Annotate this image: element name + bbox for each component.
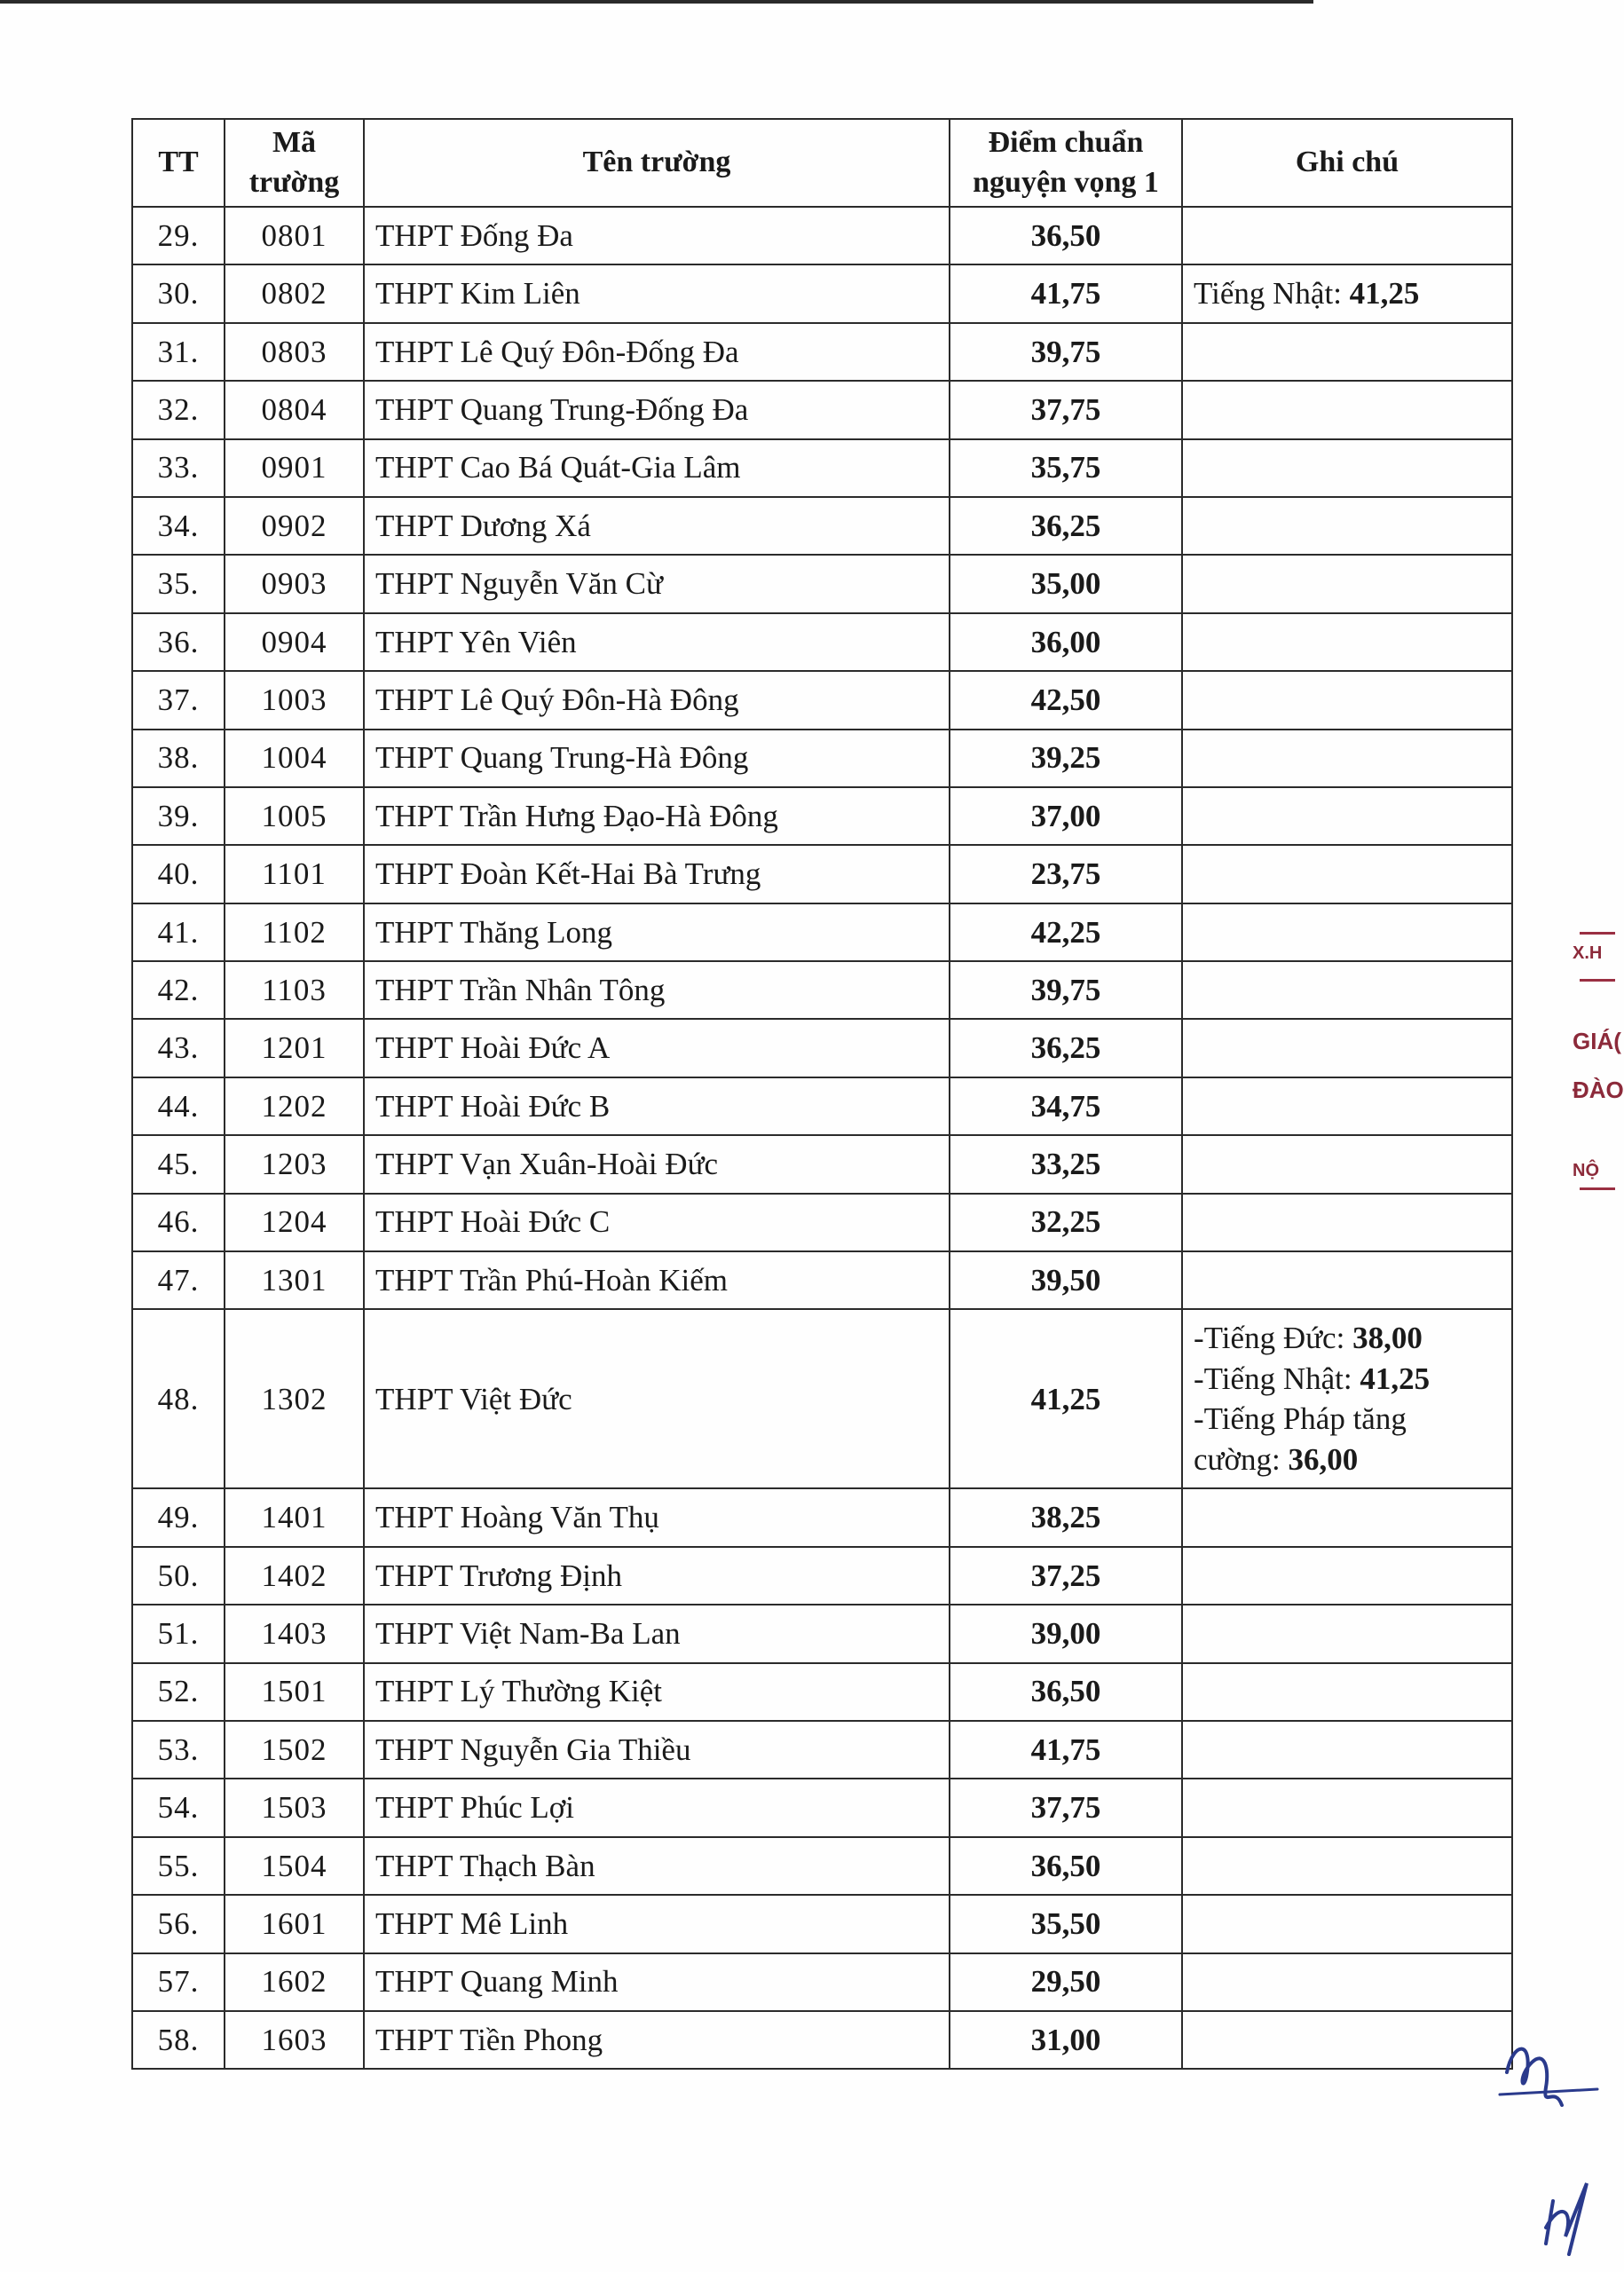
table-row — [132, 1019, 1512, 1077]
school-code: 1003 — [225, 671, 364, 729]
cutoff-score: 35,75 — [950, 439, 1182, 497]
cutoff-score: 36,50 — [950, 1663, 1182, 1721]
cutoff-score: 35,50 — [950, 1895, 1182, 1952]
table-body — [132, 207, 1512, 2069]
cutoff-score: 41,75 — [950, 264, 1182, 322]
table-row — [132, 439, 1512, 497]
table-row — [132, 1251, 1512, 1309]
table-row — [132, 1135, 1512, 1193]
row-number: 35. — [132, 555, 225, 612]
school-code: 1603 — [225, 2011, 364, 2069]
school-code: 1504 — [225, 1837, 364, 1895]
school-code: 1401 — [225, 1488, 364, 1546]
row-number: 52. — [132, 1663, 225, 1721]
header-tt: TT — [132, 119, 225, 207]
table-row — [132, 497, 1512, 555]
row-number: 42. — [132, 961, 225, 1019]
note-cell — [1182, 845, 1512, 903]
school-code: 0804 — [225, 381, 364, 438]
note-cell — [1182, 439, 1512, 497]
header-cutoff-score: Điểm chuẩn nguyện vọng 1 — [950, 119, 1182, 207]
cutoff-score: 39,25 — [950, 730, 1182, 787]
note-cell — [1182, 961, 1512, 1019]
school-name: THPT Trần Hưng Đạo-Hà Đông — [364, 787, 950, 845]
row-number: 56. — [132, 1895, 225, 1952]
note-cell — [1182, 1077, 1512, 1135]
note-cell — [1182, 1837, 1512, 1895]
school-code: 1103 — [225, 961, 364, 1019]
table-row — [132, 1547, 1512, 1605]
note-cell — [1182, 1488, 1512, 1546]
school-name: THPT Nguyễn Gia Thiều — [364, 1721, 950, 1779]
top-rule — [0, 0, 1313, 4]
school-code: 0904 — [225, 613, 364, 671]
row-number: 49. — [132, 1488, 225, 1546]
note-cell — [1182, 1251, 1512, 1309]
table-row — [132, 1077, 1512, 1135]
note-cell — [1182, 613, 1512, 671]
row-number: 43. — [132, 1019, 225, 1077]
school-code: 0802 — [225, 264, 364, 322]
note-cell — [1182, 555, 1512, 612]
school-code: 1302 — [225, 1309, 364, 1488]
school-name: THPT Vạn Xuân-Hoài Đức — [364, 1135, 950, 1193]
header-school-name: Tên trường — [364, 119, 950, 207]
note-cell — [1182, 787, 1512, 845]
table-row — [132, 1309, 1512, 1488]
school-name: THPT Yên Viên — [364, 613, 950, 671]
cutoff-score: 36,50 — [950, 1837, 1182, 1895]
table-row — [132, 961, 1512, 1019]
school-name: THPT Việt Đức — [364, 1309, 950, 1488]
stamp-line — [1580, 932, 1615, 935]
school-name: THPT Dương Xá — [364, 497, 950, 555]
table-row — [132, 1194, 1512, 1251]
table-row — [132, 1663, 1512, 1721]
cutoff-score: 39,00 — [950, 1605, 1182, 1662]
row-number: 36. — [132, 613, 225, 671]
school-code: 1503 — [225, 1779, 364, 1836]
school-code: 1601 — [225, 1895, 364, 1952]
stamp-fragment: X.H — [1573, 943, 1603, 963]
row-number: 58. — [132, 2011, 225, 2069]
school-code: 1204 — [225, 1194, 364, 1251]
table-row — [132, 845, 1512, 903]
note-value: 41,25 — [1360, 1361, 1431, 1396]
cutoff-score: 42,50 — [950, 671, 1182, 729]
table-row — [132, 787, 1512, 845]
row-number: 30. — [132, 264, 225, 322]
note-line — [1194, 1399, 1501, 1479]
cutoff-score: 36,25 — [950, 1019, 1182, 1077]
cutoff-score: 37,25 — [950, 1547, 1182, 1605]
cutoff-score: 35,00 — [950, 555, 1182, 612]
row-number: 37. — [132, 671, 225, 729]
note-cell — [1182, 1953, 1512, 2011]
table-row — [132, 1895, 1512, 1952]
row-number: 29. — [132, 207, 225, 264]
table-row — [132, 730, 1512, 787]
cutoff-score: 37,00 — [950, 787, 1182, 845]
table-row — [132, 1605, 1512, 1662]
school-code: 1602 — [225, 1953, 364, 2011]
school-name: THPT Tiền Phong — [364, 2011, 950, 2069]
stamp-fragment: GIÁ( — [1573, 1028, 1621, 1054]
row-number: 55. — [132, 1837, 225, 1895]
note-cell — [1182, 671, 1512, 729]
stamp-line — [1580, 979, 1615, 982]
school-code: 0801 — [225, 207, 364, 264]
table-row — [132, 1953, 1512, 2011]
stamp-fragment: ĐÀO — [1573, 1077, 1624, 1103]
school-code: 0901 — [225, 439, 364, 497]
note-value: 36,00 — [1288, 1441, 1359, 1477]
school-code: 1402 — [225, 1547, 364, 1605]
school-name: THPT Trần Nhân Tông — [364, 961, 950, 1019]
note-cell — [1182, 323, 1512, 381]
cutoff-score: 41,25 — [950, 1309, 1182, 1488]
school-code: 0803 — [225, 323, 364, 381]
note-cell — [1182, 1019, 1512, 1077]
school-code: 1301 — [225, 1251, 364, 1309]
school-name: THPT Quang Trung-Hà Đông — [364, 730, 950, 787]
note-line — [1194, 1359, 1501, 1400]
school-name: THPT Hoài Đức C — [364, 1194, 950, 1251]
school-name: THPT Thăng Long — [364, 903, 950, 961]
school-name: THPT Hoài Đức B — [364, 1077, 950, 1135]
school-name: THPT Kim Liên — [364, 264, 950, 322]
school-name: THPT Lê Quý Đôn-Đống Đa — [364, 323, 950, 381]
row-number: 51. — [132, 1605, 225, 1662]
school-name: THPT Đoàn Kết-Hai Bà Trưng — [364, 845, 950, 903]
note-label: -Tiếng Nhật: — [1194, 1361, 1360, 1396]
note-cell — [1182, 1309, 1512, 1488]
row-number: 33. — [132, 439, 225, 497]
school-code: 1004 — [225, 730, 364, 787]
note-cell — [1182, 1895, 1512, 1952]
signature-mark — [1491, 2024, 1615, 2130]
table-row — [132, 903, 1512, 961]
school-code: 1403 — [225, 1605, 364, 1662]
note-cell — [1182, 1547, 1512, 1605]
row-number: 41. — [132, 903, 225, 961]
row-number: 53. — [132, 1721, 225, 1779]
school-code: 0903 — [225, 555, 364, 612]
school-name: THPT Hoàng Văn Thụ — [364, 1488, 950, 1546]
note-cell — [1182, 1135, 1512, 1193]
school-name: THPT Quang Minh — [364, 1953, 950, 2011]
note-line — [1194, 1318, 1501, 1359]
table-row — [132, 613, 1512, 671]
table-row — [132, 1779, 1512, 1836]
table-header-row — [132, 119, 1512, 207]
school-name: THPT Hoài Đức A — [364, 1019, 950, 1077]
row-number: 31. — [132, 323, 225, 381]
school-code: 1203 — [225, 1135, 364, 1193]
cutoff-score: 23,75 — [950, 845, 1182, 903]
cutoff-score: 31,00 — [950, 2011, 1182, 2069]
table-row — [132, 381, 1512, 438]
table-row — [132, 671, 1512, 729]
school-name: THPT Lê Quý Đôn-Hà Đông — [364, 671, 950, 729]
note-line — [1194, 273, 1501, 314]
school-name: THPT Cao Bá Quát-Gia Lâm — [364, 439, 950, 497]
note-cell — [1182, 497, 1512, 555]
cutoff-score: 38,25 — [950, 1488, 1182, 1546]
school-code: 1101 — [225, 845, 364, 903]
note-cell — [1182, 1721, 1512, 1779]
school-code: 1201 — [225, 1019, 364, 1077]
note-cell — [1182, 264, 1512, 322]
table-row — [132, 1488, 1512, 1546]
row-number: 40. — [132, 845, 225, 903]
cutoff-score: 42,25 — [950, 903, 1182, 961]
note-cell — [1182, 207, 1512, 264]
cutoff-score: 36,50 — [950, 207, 1182, 264]
row-number: 50. — [132, 1547, 225, 1605]
note-cell — [1182, 381, 1512, 438]
stamp-fragment: NỘ — [1573, 1161, 1599, 1180]
row-number: 54. — [132, 1779, 225, 1836]
school-name: THPT Mê Linh — [364, 1895, 950, 1952]
school-code: 1501 — [225, 1663, 364, 1721]
cutoff-score: 41,75 — [950, 1721, 1182, 1779]
note-cell — [1182, 1605, 1512, 1662]
note-cell — [1182, 1194, 1512, 1251]
school-name: THPT Nguyễn Văn Cừ — [364, 555, 950, 612]
row-number: 57. — [132, 1953, 225, 2011]
school-name: THPT Trần Phú-Hoàn Kiếm — [364, 1251, 950, 1309]
row-number: 44. — [132, 1077, 225, 1135]
stamp-line — [1580, 1187, 1615, 1190]
row-number: 34. — [132, 497, 225, 555]
school-code: 1005 — [225, 787, 364, 845]
note-cell — [1182, 1779, 1512, 1836]
note-value: 41,25 — [1349, 276, 1420, 312]
cutoff-score: 39,75 — [950, 323, 1182, 381]
row-number: 46. — [132, 1194, 225, 1251]
table-row — [132, 1721, 1512, 1779]
note-cell — [1182, 2011, 1512, 2069]
table-row — [132, 555, 1512, 612]
cutoff-score: 36,25 — [950, 497, 1182, 555]
school-code: 1202 — [225, 1077, 364, 1135]
initials-mark — [1533, 2166, 1613, 2263]
row-number: 48. — [132, 1309, 225, 1488]
note-value: 38,00 — [1352, 1321, 1423, 1356]
school-name: THPT Lý Thường Kiệt — [364, 1663, 950, 1721]
school-name: THPT Trương Định — [364, 1547, 950, 1605]
cutoff-score: 29,50 — [950, 1953, 1182, 2011]
header-note: Ghi chú — [1182, 119, 1512, 207]
table-row — [132, 207, 1512, 264]
note-label: Tiếng Nhật: — [1194, 276, 1350, 312]
row-number: 39. — [132, 787, 225, 845]
school-name: THPT Việt Nam-Ba Lan — [364, 1605, 950, 1662]
school-name: THPT Đống Đa — [364, 207, 950, 264]
cutoff-score: 37,75 — [950, 381, 1182, 438]
school-code: 1502 — [225, 1721, 364, 1779]
note-cell — [1182, 903, 1512, 961]
cutoff-score: 34,75 — [950, 1077, 1182, 1135]
row-number: 38. — [132, 730, 225, 787]
cutoff-score: 36,00 — [950, 613, 1182, 671]
table-row — [132, 1837, 1512, 1895]
row-number: 45. — [132, 1135, 225, 1193]
school-name: THPT Phúc Lợi — [364, 1779, 950, 1836]
table-row — [132, 323, 1512, 381]
cutoff-score: 32,25 — [950, 1194, 1182, 1251]
note-label: -Tiếng Đức: — [1194, 1321, 1353, 1356]
cutoff-score: 37,75 — [950, 1779, 1182, 1836]
note-cell — [1182, 1663, 1512, 1721]
note-label: -Tiếng Pháp tăng cường: — [1194, 1401, 1407, 1477]
admission-score-table — [131, 118, 1513, 2070]
row-number: 32. — [132, 381, 225, 438]
school-name: THPT Quang Trung-Đống Đa — [364, 381, 950, 438]
table-row — [132, 2011, 1512, 2069]
cutoff-score: 33,25 — [950, 1135, 1182, 1193]
school-code: 1102 — [225, 903, 364, 961]
school-code: 0902 — [225, 497, 364, 555]
school-name: THPT Thạch Bàn — [364, 1837, 950, 1895]
note-cell — [1182, 730, 1512, 787]
cutoff-score: 39,75 — [950, 961, 1182, 1019]
header-school-code: Mã trường — [225, 119, 364, 207]
table-row — [132, 264, 1512, 322]
cutoff-score: 39,50 — [950, 1251, 1182, 1309]
row-number: 47. — [132, 1251, 225, 1309]
